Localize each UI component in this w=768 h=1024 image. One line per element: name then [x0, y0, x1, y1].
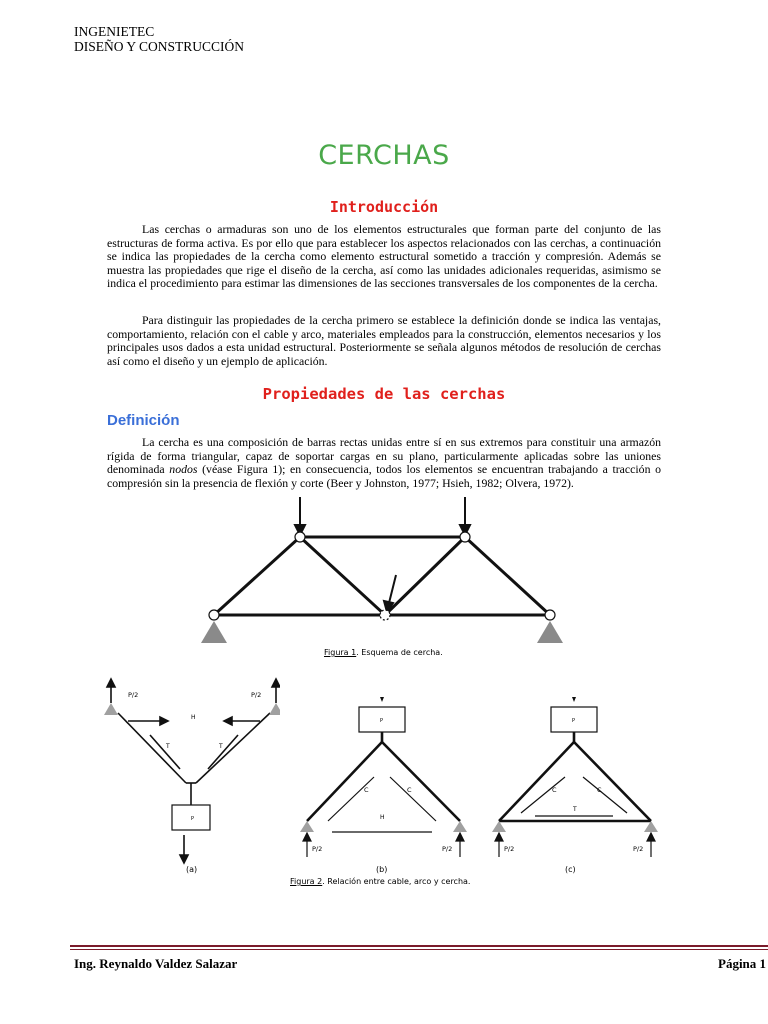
footer-rule	[70, 945, 768, 947]
fig2c-box-label: P	[572, 718, 576, 724]
figure-2c-truss-diagram	[485, 695, 665, 875]
footer-author: Ing. Reynaldo Valdez Salazar	[74, 956, 238, 971]
fig2b-label: (b)	[376, 865, 388, 874]
truss-right-diagonal	[465, 537, 550, 615]
fig2a-right-load-label: P/2	[251, 691, 262, 699]
document-title: CERCHAS	[318, 140, 450, 171]
figure-1-truss-diagram	[190, 495, 580, 655]
fig2c-label: (c)	[565, 865, 576, 874]
node-bottom-center	[380, 610, 390, 620]
intro-paragraph-1: Las cerchas o armaduras son uno de los elementos estructurales que forman parte del conjunto de las estructuras de forma activa. Es por ello que para establecer los aspectos relacionados con las cerchas, a continuación se indica las propiedades de la cercha como elemento estructural sometido a tracción y compresión. Además se muestra las propiedades que rige el diseño de la cercha, así como las unidades adicionales requeridas, asimismo se indica el procedimiento para estimar las dimensiones de las secciones transversales de los componentes de la cercha.	[107, 222, 661, 291]
definition-subheading: Definición	[107, 412, 180, 429]
node-right-support	[545, 610, 555, 620]
fig2c-t-label: T	[573, 806, 577, 813]
properties-heading: Propiedades de las cerchas	[262, 385, 506, 403]
fig2a-box-label: P	[191, 816, 195, 822]
header-company: INGENIETEC	[74, 24, 155, 39]
fig2b-left-load-label: P/2	[312, 845, 323, 853]
node-left-support	[209, 610, 219, 620]
fig2b-c1-label: C	[364, 786, 369, 794]
fig2a-label: (a)	[186, 865, 198, 874]
intro-paragraph-2: Para distinguir las propiedades de la cercha primero se establece la definición donde se indica las ventajas, comportamiento, relación con el cable y arco, materiales empleados para la construcción, elementos necesarios y los principales usos dados a esta unidad estructural. Posteriormente se señala algunos métodos de resolución de cerchas así como el diseño y un ejemplo de aplicación.	[107, 313, 661, 368]
definition-paragraph	[107, 436, 661, 490]
fig2b-right-load-label: P/2	[442, 845, 453, 853]
footer-page-number: Página 1	[718, 956, 767, 971]
fig2c-right-load-label: P/2	[633, 845, 644, 853]
node-top-right	[460, 532, 470, 542]
truss-inner-diagonal-right	[385, 537, 465, 615]
definition-italic-term: nodos	[169, 462, 198, 477]
intro-heading: Introducción	[329, 198, 439, 216]
load-arrow-center-shaft	[389, 575, 396, 603]
fig2a-left-load-label: P/2	[128, 691, 139, 699]
page-header	[74, 24, 244, 54]
figure-1-caption	[324, 648, 443, 657]
node-top-left	[295, 532, 305, 542]
fig2a-t2-label: T	[219, 743, 223, 750]
figure-1-caption-label: Figura 1	[324, 648, 357, 657]
definition-text-start: La cercha es una composición de barras rectas unidas entre sí en sus extremos para constituir una armazón rígida de forma triangular, capaz de soportar cargas en su plano, particularmente aplicadas sobre las uniones denominada	[107, 435, 661, 477]
truss-left-diagonal	[214, 537, 300, 615]
fig2b-c2-label: C	[407, 786, 412, 794]
figure-1-caption-text: . Esquema de cercha.	[356, 648, 443, 657]
figure-2a-cable-diagram	[100, 675, 280, 880]
definition-text-end: (véase Figura 1); en consecuencia, todos los elementos se encuentran trabajando a tracción o compresión sin la presencia de flexión y corte (Beer y Johnston, 1977; Hsieh, 1982; Olvera, 1972).	[107, 462, 661, 490]
header-subtitle: DISEÑO Y CONSTRUCCIÓN	[74, 39, 245, 54]
figure-2-caption-text: . Relación entre cable, arco y cercha.	[322, 877, 471, 886]
fig2c-c2-label: C	[597, 786, 602, 794]
support-right	[537, 621, 563, 643]
fig2c-c1-label: C	[552, 786, 557, 794]
truss-inner-diagonal-left	[300, 537, 385, 615]
support-left	[201, 621, 227, 643]
figure-2-caption	[290, 877, 470, 886]
figure-2b-arch-diagram	[292, 695, 482, 875]
fig2b-h-label: H	[380, 814, 385, 821]
fig2a-t1-label: T	[166, 743, 170, 750]
fig2a-h-label: H	[191, 714, 196, 721]
figure-2-caption-label: Figura 2	[290, 877, 323, 886]
fig2b-box-label: P	[380, 718, 384, 724]
fig2c-left-load-label: P/2	[504, 845, 515, 853]
footer-rule-thin	[70, 949, 768, 950]
